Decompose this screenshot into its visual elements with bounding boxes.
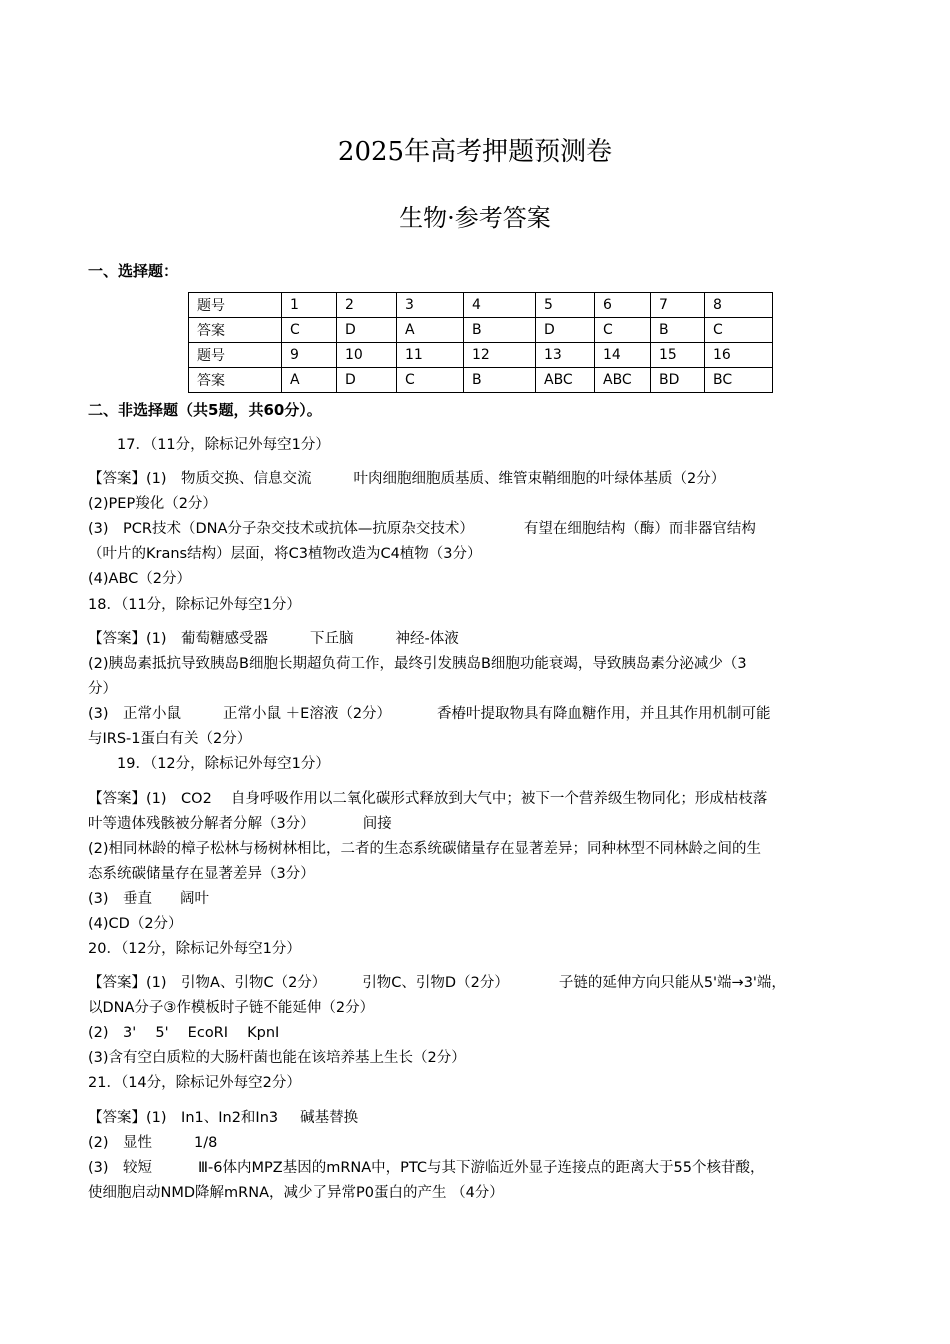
q19-answer-5a: (3) 垂直	[88, 891, 153, 907]
answer-table-row-header: 题号	[189, 293, 282, 318]
answer-table-cell: 11	[397, 343, 464, 368]
answer-table-cell: 7	[651, 293, 705, 318]
answer-table-cell: B	[651, 318, 705, 343]
q17-answer-3a: (3) PCR技术（DNA分子杂交技术或抗体—抗原杂交技术）	[88, 521, 474, 537]
answer-table-row-header: 题号	[189, 343, 282, 368]
q18-answer-1c: 神经-体液	[395, 631, 459, 647]
answer-table-cell: C	[705, 318, 773, 343]
answer-table-cell: 9	[282, 343, 337, 368]
q17-header: 17．（11分，除标记外每空1分）	[117, 437, 330, 453]
q20-answer-line-1	[88, 971, 878, 996]
q18-answer-4b: 正常小鼠 ＋E溶液（2分）	[223, 706, 392, 722]
q21-answer-3b: Ⅲ-6体内MPZ基因的mRNA中，PTC与其下游临近外显子连接点的距离大于55个核苷酸，	[198, 1160, 765, 1176]
q21-answer-2a: (2) 显性	[88, 1135, 153, 1151]
q20-answer-1c: 子链的延伸方向只能从5'端→3'端，	[558, 975, 786, 991]
q18-answer-4c: 香椿叶提取物具有降血糖作用，并且其作用机制可能	[437, 706, 771, 722]
answer-table-cell: ABC	[595, 368, 651, 393]
answer-table-cell: 15	[651, 343, 705, 368]
answer-table-row	[189, 368, 773, 393]
answer-table-cell: B	[464, 368, 536, 393]
q17-answer-line-2: (2)PEP羧化（2分）	[88, 496, 217, 512]
answer-table-body	[189, 293, 773, 393]
q19-answer-line-2	[88, 812, 878, 837]
answer-table-cell: D	[337, 318, 397, 343]
q21-answer-2b: 1/8	[194, 1135, 218, 1151]
q18-answer-1b: 下丘脑	[310, 631, 354, 647]
q21-header: 21．（14分，除标记外每空2分）	[88, 1075, 301, 1091]
q19-answer-line-4: 态系统碳储量存在显著差异（3分）	[88, 866, 315, 882]
q18-answer-line-4	[88, 702, 878, 727]
section-multiple-choice-heading: 一、选择题：	[88, 262, 179, 280]
answer-table-cell: 12	[464, 343, 536, 368]
q19-answer-line-5	[88, 887, 878, 912]
q18-answer-line-2: (2)胰岛素抵抗导致胰岛B细胞长期超负荷工作，最终引发胰岛B细胞功能衰竭，导致胰岛素分泌减少（3	[88, 656, 747, 672]
q18-header: 18．（11分，除标记外每空1分）	[88, 597, 301, 613]
answer-table-cell: C	[282, 318, 337, 343]
answer-table-cell: A	[282, 368, 337, 393]
q19-answer-2b: 间接	[362, 816, 392, 832]
q20-answer-line-3: (2) 3' 5' EcoRI KpnI	[88, 1025, 280, 1041]
answer-table-cell: B	[464, 318, 536, 343]
answer-table-cell: D	[536, 318, 595, 343]
answer-table-cell: 5	[536, 293, 595, 318]
q17-answer-1b: 叶肉细胞细胞质基质、维管束鞘细胞的叶绿体基质（2分）	[353, 471, 726, 487]
document-subtitle: 生物·参考答案	[399, 204, 551, 232]
q18-answer-line-1	[88, 627, 878, 652]
answer-table	[188, 292, 773, 393]
q17-answer-1a: 【答案】(1) 物质交换、信息交流	[88, 471, 312, 487]
q21-answer-1b: 碱基替换	[300, 1110, 359, 1126]
q21-answer-3a: (3) 较短	[88, 1160, 153, 1176]
q19-answer-line-1: 【答案】(1) CO2 自身呼吸作用以二氧化碳形式释放到大气中；被下一个营养级生物同化；形成枯枝落	[88, 791, 768, 807]
answer-table-row	[189, 293, 773, 318]
answer-table-row	[189, 318, 773, 343]
q18-answer-4a: (3) 正常小鼠	[88, 706, 182, 722]
answer-table-cell: 13	[536, 343, 595, 368]
q19-header: 19．（12分，除标记外每空1分）	[117, 756, 330, 772]
q19-answer-2a: 叶等遗体残骸被分解者分解（3分）	[88, 816, 315, 832]
q21-answer-line-2	[88, 1131, 878, 1156]
q20-answer-1b: 引物C、引物D（2分）	[362, 975, 509, 991]
answer-table-cell: 3	[397, 293, 464, 318]
answer-table-cell: 14	[595, 343, 651, 368]
answer-table-cell: 16	[705, 343, 773, 368]
q21-answer-line-4: 使细胞启动NMD降解mRNA，减少了异常P0蛋白的产生 （4分）	[88, 1185, 504, 1201]
q17-answer-line-4: （叶片的Krans结构）层面，将C3植物改造为C4植物（3分）	[88, 546, 482, 562]
answer-table-row-header: 答案	[189, 318, 282, 343]
q20-answer-line-4: (3)含有空白质粒的大肠杆菌也能在该培养基上生长（2分）	[88, 1050, 466, 1066]
q20-header: 20．（12分，除标记外每空1分）	[88, 941, 301, 957]
answer-table-cell: C	[397, 368, 464, 393]
q17-answer-3b: 有望在细胞结构（酶）而非器官结构	[523, 521, 756, 537]
q18-answer-line-5: 与IRS-1蛋白有关（2分）	[88, 731, 252, 747]
answer-table-cell: 4	[464, 293, 536, 318]
answer-table-cell: 10	[337, 343, 397, 368]
answer-table-cell: 2	[337, 293, 397, 318]
q18-answer-1a: 【答案】(1) 葡萄糖感受器	[88, 631, 269, 647]
q17-answer-line-5: (4)ABC（2分）	[88, 571, 192, 587]
answer-table-cell: BD	[651, 368, 705, 393]
q21-answer-1a: 【答案】(1) In1、In2和In3	[88, 1110, 279, 1126]
answer-table-row-header: 答案	[189, 368, 282, 393]
answer-table-cell: BC	[705, 368, 773, 393]
answer-table-cell: C	[595, 318, 651, 343]
document-title: 2025年高考押题预测卷	[337, 137, 613, 167]
q18-answer-line-3: 分）	[88, 681, 117, 697]
q17-answer-line-1	[88, 467, 878, 492]
q21-answer-line-3	[88, 1156, 878, 1181]
q21-answer-line-1	[88, 1106, 878, 1131]
answer-table-cell: D	[337, 368, 397, 393]
q19-answer-5b: 阔叶	[180, 891, 210, 907]
q20-answer-1a: 【答案】(1) 引物A、引物C（2分）	[88, 975, 327, 991]
answer-table-cell: 6	[595, 293, 651, 318]
answer-table-cell: A	[397, 318, 464, 343]
answer-table-cell: 8	[705, 293, 773, 318]
q19-answer-line-3: (2)相同林龄的樟子松林与杨树林相比，二者的生态系统碳储量存在显著差异；同种林型不同林龄之间的生	[88, 841, 762, 857]
q20-answer-line-2: 以DNA分子③作模板时子链不能延伸（2分）	[88, 1000, 375, 1016]
answer-table-cell: 1	[282, 293, 337, 318]
q19-answer-line-6: (4)CD（2分）	[88, 916, 183, 932]
answer-table-row	[189, 343, 773, 368]
answer-table-cell: ABC	[536, 368, 595, 393]
section-free-response-heading: 二、非选择题（共5题，共60分）。	[88, 401, 322, 419]
q17-answer-line-3	[88, 517, 878, 542]
